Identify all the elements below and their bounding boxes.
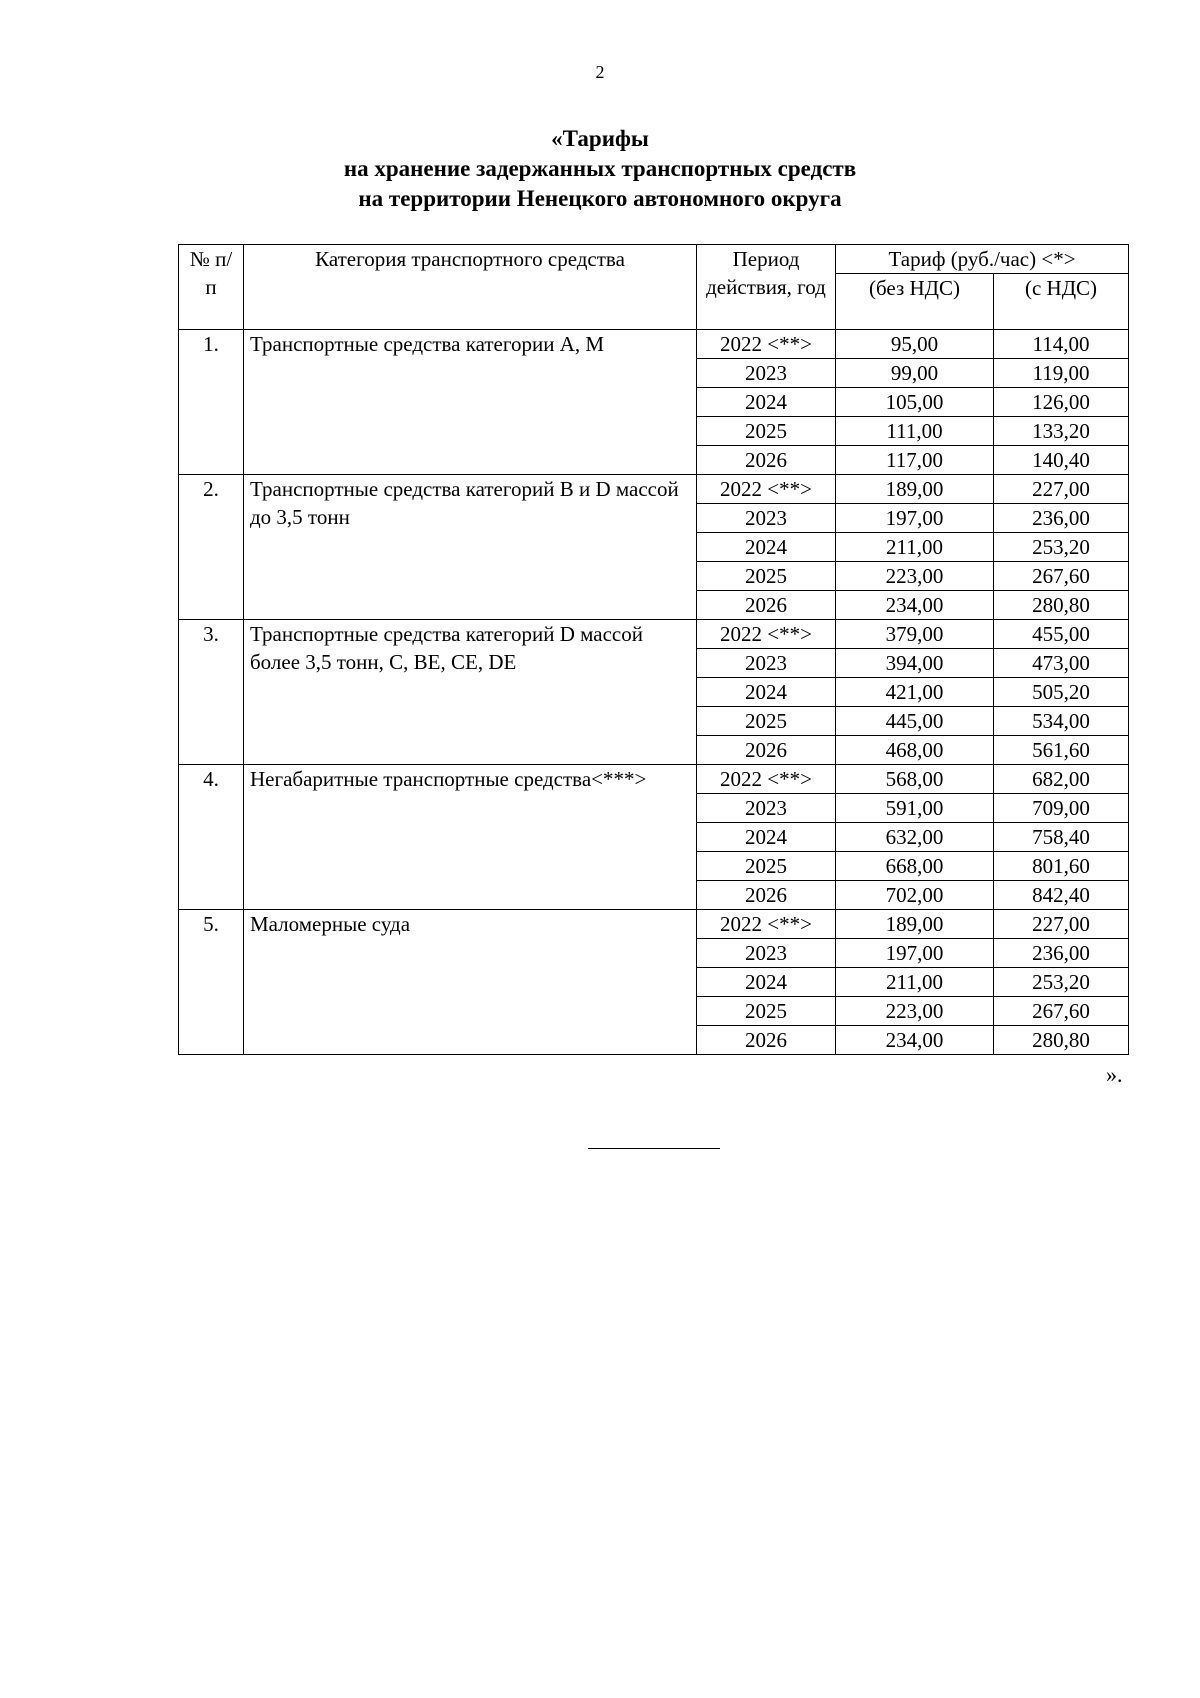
period-year: 2022 <**>	[697, 620, 836, 649]
row-number: 5.	[179, 910, 244, 1055]
tariff-with-vat: 227,00	[994, 475, 1129, 504]
period-year: 2023	[697, 504, 836, 533]
tariff-with-vat: 253,20	[994, 968, 1129, 997]
header-period: Период действия, год	[697, 245, 836, 330]
period-year: 2023	[697, 359, 836, 388]
document-title	[0, 124, 1200, 214]
period-year: 2024	[697, 678, 836, 707]
tariff-no-vat: 421,00	[836, 678, 994, 707]
table-row	[179, 910, 1129, 939]
tariff-with-vat: 455,00	[994, 620, 1129, 649]
tariff-with-vat: 133,20	[994, 417, 1129, 446]
tariff-with-vat: 119,00	[994, 359, 1129, 388]
tariff-with-vat: 682,00	[994, 765, 1129, 794]
table-body	[179, 330, 1129, 1055]
period-year: 2025	[697, 562, 836, 591]
period-year: 2022 <**>	[697, 475, 836, 504]
period-year: 2023	[697, 794, 836, 823]
table-row	[179, 475, 1129, 504]
period-year: 2023	[697, 649, 836, 678]
tariff-with-vat: 709,00	[994, 794, 1129, 823]
tariff-with-vat: 114,00	[994, 330, 1129, 359]
period-year: 2024	[697, 823, 836, 852]
tariff-with-vat: 842,40	[994, 881, 1129, 910]
tariff-no-vat: 105,00	[836, 388, 994, 417]
row-number: 3.	[179, 620, 244, 765]
tariff-no-vat: 702,00	[836, 881, 994, 910]
tariff-no-vat: 211,00	[836, 533, 994, 562]
vehicle-category: Негабаритные транспортные средства<***>	[244, 765, 697, 910]
tariff-no-vat: 189,00	[836, 475, 994, 504]
closing-quote: ».	[1106, 1062, 1123, 1087]
period-year: 2026	[697, 881, 836, 910]
tariff-no-vat: 223,00	[836, 997, 994, 1026]
vehicle-category: Транспортные средства категорий B и D массой до 3,5 тонн	[244, 475, 697, 620]
tariff-no-vat: 568,00	[836, 765, 994, 794]
tariff-no-vat: 468,00	[836, 736, 994, 765]
tariff-no-vat: 197,00	[836, 939, 994, 968]
tariff-with-vat: 280,80	[994, 1026, 1129, 1055]
tariff-no-vat: 197,00	[836, 504, 994, 533]
page-number: 2	[595, 62, 605, 82]
end-rule	[588, 1148, 720, 1149]
period-year: 2024	[697, 533, 836, 562]
tariff-no-vat: 99,00	[836, 359, 994, 388]
tariff-with-vat: 280,80	[994, 591, 1129, 620]
header-no-vat: (без НДС)	[836, 274, 994, 330]
header-tariff: Тариф (руб./час) <*>	[836, 245, 1129, 274]
tariff-no-vat: 394,00	[836, 649, 994, 678]
tariff-with-vat: 236,00	[994, 939, 1129, 968]
table-row	[179, 620, 1129, 649]
header-category: Категория транспортного средства	[244, 245, 697, 330]
title-line-3: на территории Ненецкого автономного округа	[358, 186, 842, 211]
tariff-no-vat: 591,00	[836, 794, 994, 823]
period-year: 2026	[697, 591, 836, 620]
vehicle-category: Транспортные средства категории А, М	[244, 330, 697, 475]
period-year: 2026	[697, 446, 836, 475]
tariff-with-vat: 253,20	[994, 533, 1129, 562]
header-with-vat: (с НДС)	[994, 274, 1129, 330]
period-year: 2025	[697, 707, 836, 736]
period-year: 2022 <**>	[697, 330, 836, 359]
header-num: № п/п	[179, 245, 244, 330]
period-year: 2025	[697, 417, 836, 446]
vehicle-category: Транспортные средства категорий D массой более 3,5 тонн, C, BE, CE, DE	[244, 620, 697, 765]
tariff-with-vat: 126,00	[994, 388, 1129, 417]
tariff-with-vat: 758,40	[994, 823, 1129, 852]
tariff-no-vat: 445,00	[836, 707, 994, 736]
table-row	[179, 330, 1129, 359]
table-row	[179, 765, 1129, 794]
vehicle-category: Маломерные суда	[244, 910, 697, 1055]
row-number: 2.	[179, 475, 244, 620]
period-year: 2026	[697, 1026, 836, 1055]
period-year: 2022 <**>	[697, 765, 836, 794]
tariff-no-vat: 234,00	[836, 591, 994, 620]
tariff-with-vat: 140,40	[994, 446, 1129, 475]
tariff-with-vat: 505,20	[994, 678, 1129, 707]
row-number: 1.	[179, 330, 244, 475]
tariff-no-vat: 632,00	[836, 823, 994, 852]
tariff-with-vat: 227,00	[994, 910, 1129, 939]
period-year: 2024	[697, 388, 836, 417]
tariff-with-vat: 534,00	[994, 707, 1129, 736]
tariff-no-vat: 95,00	[836, 330, 994, 359]
tariff-with-vat: 473,00	[994, 649, 1129, 678]
period-year: 2026	[697, 736, 836, 765]
row-number: 4.	[179, 765, 244, 910]
tariff-no-vat: 117,00	[836, 446, 994, 475]
tariff-no-vat: 111,00	[836, 417, 994, 446]
tariff-no-vat: 379,00	[836, 620, 994, 649]
tariff-no-vat: 211,00	[836, 968, 994, 997]
period-year: 2022 <**>	[697, 910, 836, 939]
tariff-no-vat: 234,00	[836, 1026, 994, 1055]
tariffs-table	[178, 244, 1129, 1055]
tariff-no-vat: 189,00	[836, 910, 994, 939]
tariff-no-vat: 223,00	[836, 562, 994, 591]
period-year: 2025	[697, 852, 836, 881]
tariff-with-vat: 561,60	[994, 736, 1129, 765]
title-line-2: на хранение задержанных транспортных средств	[343, 156, 857, 181]
period-year: 2023	[697, 939, 836, 968]
tariff-with-vat: 801,60	[994, 852, 1129, 881]
title-line-1: «Тарифы	[551, 126, 649, 151]
tariff-no-vat: 668,00	[836, 852, 994, 881]
tariff-with-vat: 236,00	[994, 504, 1129, 533]
tariff-with-vat: 267,60	[994, 562, 1129, 591]
period-year: 2024	[697, 968, 836, 997]
period-year: 2025	[697, 997, 836, 1026]
tariff-with-vat: 267,60	[994, 997, 1129, 1026]
